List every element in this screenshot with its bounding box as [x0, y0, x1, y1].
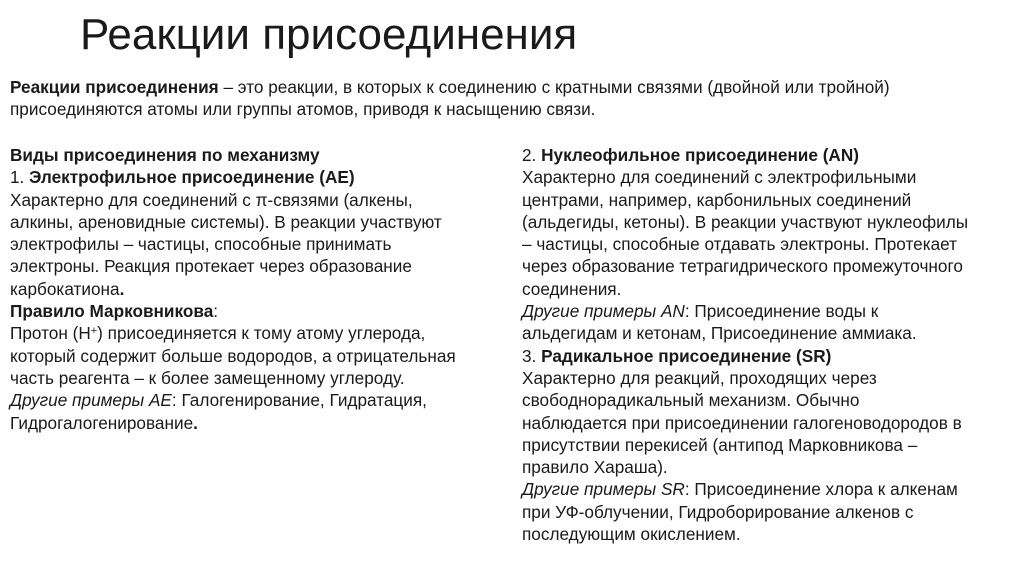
sr-line: наблюдается при присоединении галогеноводородов в: [522, 412, 962, 433]
an-examples: [522, 300, 1019, 322]
page-title: Реакции присоединения: [80, 10, 578, 59]
sr-examples-line: при УФ-облучении, Гидроборирование алкенов с: [522, 501, 914, 522]
sr-title: [522, 345, 1019, 367]
left-column: [10, 144, 505, 434]
sr-line: присутствии перекисей (антипод Марковникова –: [522, 434, 918, 455]
an-line: соединения.: [522, 278, 622, 299]
ae-line: карбокатиона: [10, 278, 120, 299]
mechanism-heading: Виды присоединения по механизму: [10, 145, 320, 165]
ae-examples-line-2: [10, 412, 505, 434]
sr-line: Характерно для реакций, проходящих через: [522, 367, 877, 388]
an-title: [522, 144, 1019, 166]
sr-examples-line: последующим окислением.: [522, 524, 741, 545]
right-column: [522, 144, 1019, 545]
an-number: 2.: [522, 145, 542, 165]
intro-paragraph: [10, 76, 1015, 120]
intro-term: Реакции присоединения: [10, 77, 219, 97]
sr-heading: Радикальное присоединение (SR): [541, 345, 832, 366]
sr-line: свободнорадикальный механизм. Обычно: [522, 390, 860, 411]
sr-examples-text: : Присоединение хлора к алкенам: [684, 479, 958, 500]
rule-line: который содержит больше водородов, а отрицательная: [10, 345, 456, 366]
an-examples-line-2: альдегидам и кетонам, Присоединение аммиака.: [522, 323, 917, 344]
intro-line-2: присоединяются атомы или группы атомов, приводя к насыщению связи.: [10, 99, 596, 119]
rule-line-1: [10, 322, 505, 344]
ae-number: 1.: [10, 167, 30, 188]
ae-heading: Электрофильное присоединение (AE): [29, 167, 355, 188]
ae-examples-text: : Галогенирование, Гидратация,: [171, 390, 427, 411]
an-line: через образование тетрагидрического промежуточного: [522, 256, 963, 277]
sr-number: 3.: [522, 345, 542, 366]
ae-line-last: [10, 278, 505, 300]
an-examples-label: Другие примеры AN: [522, 301, 685, 322]
ae-line: электроны. Реакция протекает через образование: [10, 256, 412, 277]
ae-examples: [10, 389, 505, 411]
sr-line: правило Хараша).: [522, 457, 668, 478]
rule-line: часть реагента – к более замещенному углероду.: [10, 367, 405, 388]
ae-line: Характерно для соединений с π-связями (алкены,: [10, 189, 413, 210]
rule-line-1-pre: Протон (H: [10, 323, 91, 344]
sr-examples-label: Другие примеры SR: [522, 479, 685, 500]
ae-title: [10, 166, 505, 188]
ae-examples-label: Другие примеры AE: [10, 390, 172, 411]
intro-line-1-rest: – это реакции, в которых к соединению с кратными связями (двойной или тройной): [218, 77, 890, 97]
sr-examples: [522, 478, 1019, 500]
an-line: Характерно для соединений с электрофильными: [522, 167, 917, 188]
rule-colon: :: [213, 301, 219, 322]
intro-line-1: [10, 76, 1015, 98]
rule-heading: Правило Марковникова: [10, 301, 214, 322]
rule-title: [10, 300, 505, 322]
an-line: (альдегиды, кетоны). В реакции участвуют нуклеофилы: [522, 211, 969, 232]
rule-line-1-post: ) присоединяется к тому атому углерода,: [97, 323, 426, 344]
ae-line: алкины, ареновидные системы). В реакции участвуют: [10, 211, 442, 232]
an-examples-text: : Присоединение воды к: [684, 301, 879, 322]
ae-examples-text-2: Гидрогалогенирование: [10, 412, 194, 433]
ae-examples-period: .: [193, 412, 198, 433]
an-heading: Нуклеофильное присоединение (AN): [541, 145, 859, 165]
ae-line: электрофилы – частицы, способные принимать: [10, 234, 392, 255]
an-line: – частицы, способные отдавать электроны. Протекает: [522, 234, 958, 255]
ae-period: .: [119, 278, 125, 299]
proton-charge: +: [90, 325, 98, 338]
an-line: центрами, например, карбонильных соединений: [522, 189, 912, 210]
